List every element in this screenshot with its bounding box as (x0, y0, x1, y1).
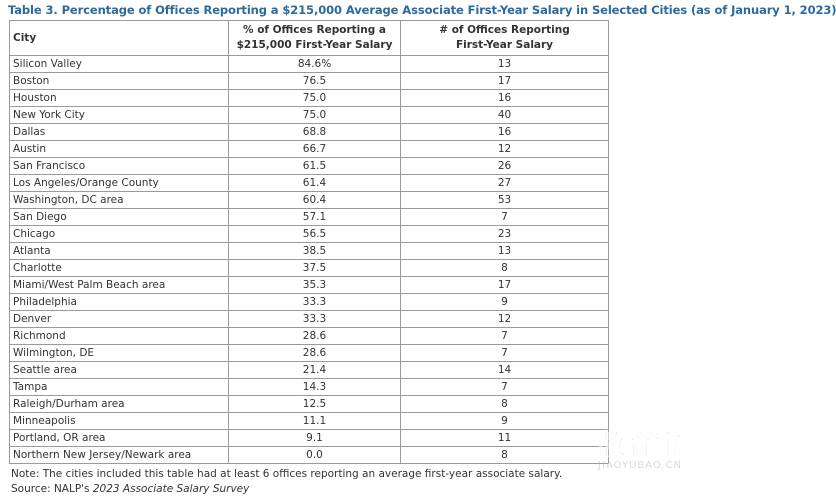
city-cell: Dallas (10, 124, 229, 141)
percent-cell: 37.5 (229, 260, 401, 277)
percent-cell: 68.8 (229, 124, 401, 141)
count-cell: 7 (401, 345, 609, 362)
city-cell: Raleigh/Durham area (10, 396, 229, 413)
header-percent-line2: $215,000 First-Year Salary (236, 39, 393, 51)
header-count (401, 21, 609, 56)
table-row (10, 311, 609, 328)
count-cell: 16 (401, 124, 609, 141)
count-cell: 11 (401, 430, 609, 447)
table-title: Table 3. Percentage of Offices Reporting a $215,000 Average Associate First-Year Salary in Selected Cities (as of January 1, 2023) (8, 3, 836, 17)
percent-cell: 9.1 (229, 430, 401, 447)
table-note: Note: The cities included this table had at least 6 offices reporting an average first-year associate salary. (11, 468, 563, 480)
table-row (10, 396, 609, 413)
percent-cell: 33.3 (229, 294, 401, 311)
percent-cell: 11.1 (229, 413, 401, 430)
count-cell: 7 (401, 379, 609, 396)
watermark-latin: JIAOYUBAO.CN (598, 460, 682, 471)
count-cell: 9 (401, 413, 609, 430)
percent-cell: 0.0 (229, 447, 401, 464)
table-row (10, 328, 609, 345)
city-cell: New York City (10, 107, 229, 124)
city-cell: Minneapolis (10, 413, 229, 430)
salary-table (9, 20, 609, 464)
city-cell: Charlotte (10, 260, 229, 277)
table-body (10, 56, 609, 464)
count-cell: 40 (401, 107, 609, 124)
table-row (10, 107, 609, 124)
count-cell: 17 (401, 277, 609, 294)
percent-cell: 12.5 (229, 396, 401, 413)
count-cell: 23 (401, 226, 609, 243)
city-cell: Philadelphia (10, 294, 229, 311)
city-cell: San Diego (10, 209, 229, 226)
percent-cell: 76.5 (229, 73, 401, 90)
header-city: City (10, 21, 229, 56)
table-row (10, 379, 609, 396)
city-cell: Northern New Jersey/Newark area (10, 447, 229, 464)
city-cell: Atlanta (10, 243, 229, 260)
header-row (10, 21, 609, 56)
percent-cell: 21.4 (229, 362, 401, 379)
percent-cell: 60.4 (229, 192, 401, 209)
count-cell: 7 (401, 209, 609, 226)
count-cell: 27 (401, 175, 609, 192)
source-title: 2023 Associate Salary Survey (92, 483, 250, 495)
table-row (10, 175, 609, 192)
table-row (10, 158, 609, 175)
header-count-line2: First-Year Salary (455, 39, 554, 51)
count-cell: 16 (401, 90, 609, 107)
table-row (10, 447, 609, 464)
city-cell: Wilmington, DE (10, 345, 229, 362)
table-row (10, 141, 609, 158)
count-cell: 14 (401, 362, 609, 379)
city-cell: Silicon Valley (10, 56, 229, 73)
source-prefix: Source: NALP's (11, 483, 93, 495)
percent-cell: 75.0 (229, 90, 401, 107)
table-row (10, 260, 609, 277)
table-row (10, 73, 609, 90)
city-cell: Houston (10, 90, 229, 107)
table-row (10, 192, 609, 209)
percent-cell: 57.1 (229, 209, 401, 226)
count-cell: 13 (401, 56, 609, 73)
count-cell: 7 (401, 328, 609, 345)
header-percent (229, 21, 401, 56)
table-row (10, 413, 609, 430)
count-cell: 12 (401, 141, 609, 158)
city-cell: Washington, DC area (10, 192, 229, 209)
city-cell: Denver (10, 311, 229, 328)
percent-cell: 56.5 (229, 226, 401, 243)
table-row (10, 345, 609, 362)
table-row (10, 294, 609, 311)
count-cell: 8 (401, 260, 609, 277)
table-row (10, 277, 609, 294)
city-cell: Chicago (10, 226, 229, 243)
table-source (11, 482, 249, 496)
percent-cell: 35.3 (229, 277, 401, 294)
count-cell: 8 (401, 447, 609, 464)
city-cell: Los Angeles/Orange County (10, 175, 229, 192)
percent-cell: 61.4 (229, 175, 401, 192)
watermark-logo (584, 424, 696, 472)
city-cell: San Francisco (10, 158, 229, 175)
count-cell: 8 (401, 396, 609, 413)
percent-cell: 61.5 (229, 158, 401, 175)
city-cell: Portland, OR area (10, 430, 229, 447)
percent-cell: 75.0 (229, 107, 401, 124)
watermark-chinese: 教育宝 (597, 428, 683, 461)
city-cell: Richmond (10, 328, 229, 345)
table-row (10, 209, 609, 226)
header-count-line1: # of Offices Reporting (439, 24, 570, 36)
count-cell: 13 (401, 243, 609, 260)
count-cell: 26 (401, 158, 609, 175)
percent-cell: 66.7 (229, 141, 401, 158)
count-cell: 9 (401, 294, 609, 311)
count-cell: 17 (401, 73, 609, 90)
percent-cell: 28.6 (229, 345, 401, 362)
city-cell: Austin (10, 141, 229, 158)
table-row (10, 226, 609, 243)
percent-cell: 33.3 (229, 311, 401, 328)
table-row (10, 243, 609, 260)
table-row (10, 56, 609, 73)
table-header (10, 21, 609, 56)
city-cell: Tampa (10, 379, 229, 396)
percent-cell: 28.6 (229, 328, 401, 345)
table-row (10, 124, 609, 141)
city-cell: Miami/West Palm Beach area (10, 277, 229, 294)
table-row (10, 362, 609, 379)
table-row (10, 90, 609, 107)
city-cell: Boston (10, 73, 229, 90)
header-percent-line1: % of Offices Reporting a (243, 24, 386, 36)
count-cell: 53 (401, 192, 609, 209)
percent-cell: 14.3 (229, 379, 401, 396)
percent-cell: 84.6% (229, 56, 401, 73)
count-cell: 12 (401, 311, 609, 328)
percent-cell: 38.5 (229, 243, 401, 260)
city-cell: Seattle area (10, 362, 229, 379)
table-row (10, 430, 609, 447)
